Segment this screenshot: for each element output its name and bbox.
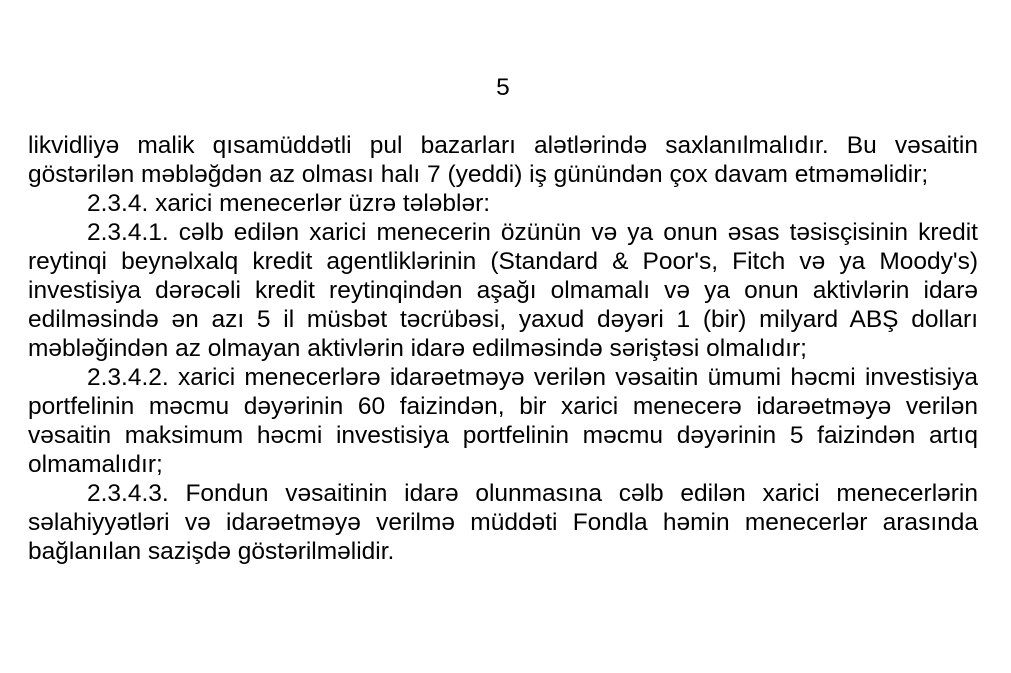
paragraph-2-3-4-3: 2.3.4.3. Fondun vəsaitinin idarə olunmasına cəlb edilən xarici menecerlərin səlahiyyətləri və idarəetməyə verilmə müddəti Fondla həmin menecerlər arasında bağlanılan sazişdə göstərilməlidir. xyxy=(28,480,978,565)
document-body xyxy=(28,131,978,566)
page-number: 5 xyxy=(496,74,510,101)
paragraph-2-3-4-1: 2.3.4.1. cəlb edilən xarici menecerin özünün və ya onun əsas təsisçisinin kredit reytinqi beynəlxalq kredit agentliklərinin (Standard & Poor's, Fitch və ya Moody's) investisiya dərəcəli kredit reytinqindən aşağı olmamalı və ya onun aktivlərin idarə edilməsində ən azı 5 il müsbət təcrübəsi, yaxud dəyəri 1 (bir) milyard ABŞ dolları məbləğindən az olmayan aktivlərin idarə edilməsində səriştəsi olmalıdır; xyxy=(28,219,978,362)
paragraph-2-3-4: 2.3.4. xarici menecerlər üzrə tələblər: xyxy=(87,190,491,217)
paragraph-continuation: likvidliyə malik qısamüddətli pul bazarları alətlərində saxlanılmalıdır. Bu vəsaitin göstərilən məbləğdən az olması halı 7 (yeddi) iş günündən çox davam etməməlidir; xyxy=(28,132,978,188)
paragraph-2-3-4-2: 2.3.4.2. xarici menecerlərə idarəetməyə verilən vəsaitin ümumi həcmi investisiya portfelinin məcmu dəyərinin 60 faizindən, bir xarici menecerə idarəetməyə verilən vəsaitin maksimum həcmi investisiya portfelinin məcmu dəyərinin 5 faizindən artıq olmamalıdır; xyxy=(28,364,978,478)
